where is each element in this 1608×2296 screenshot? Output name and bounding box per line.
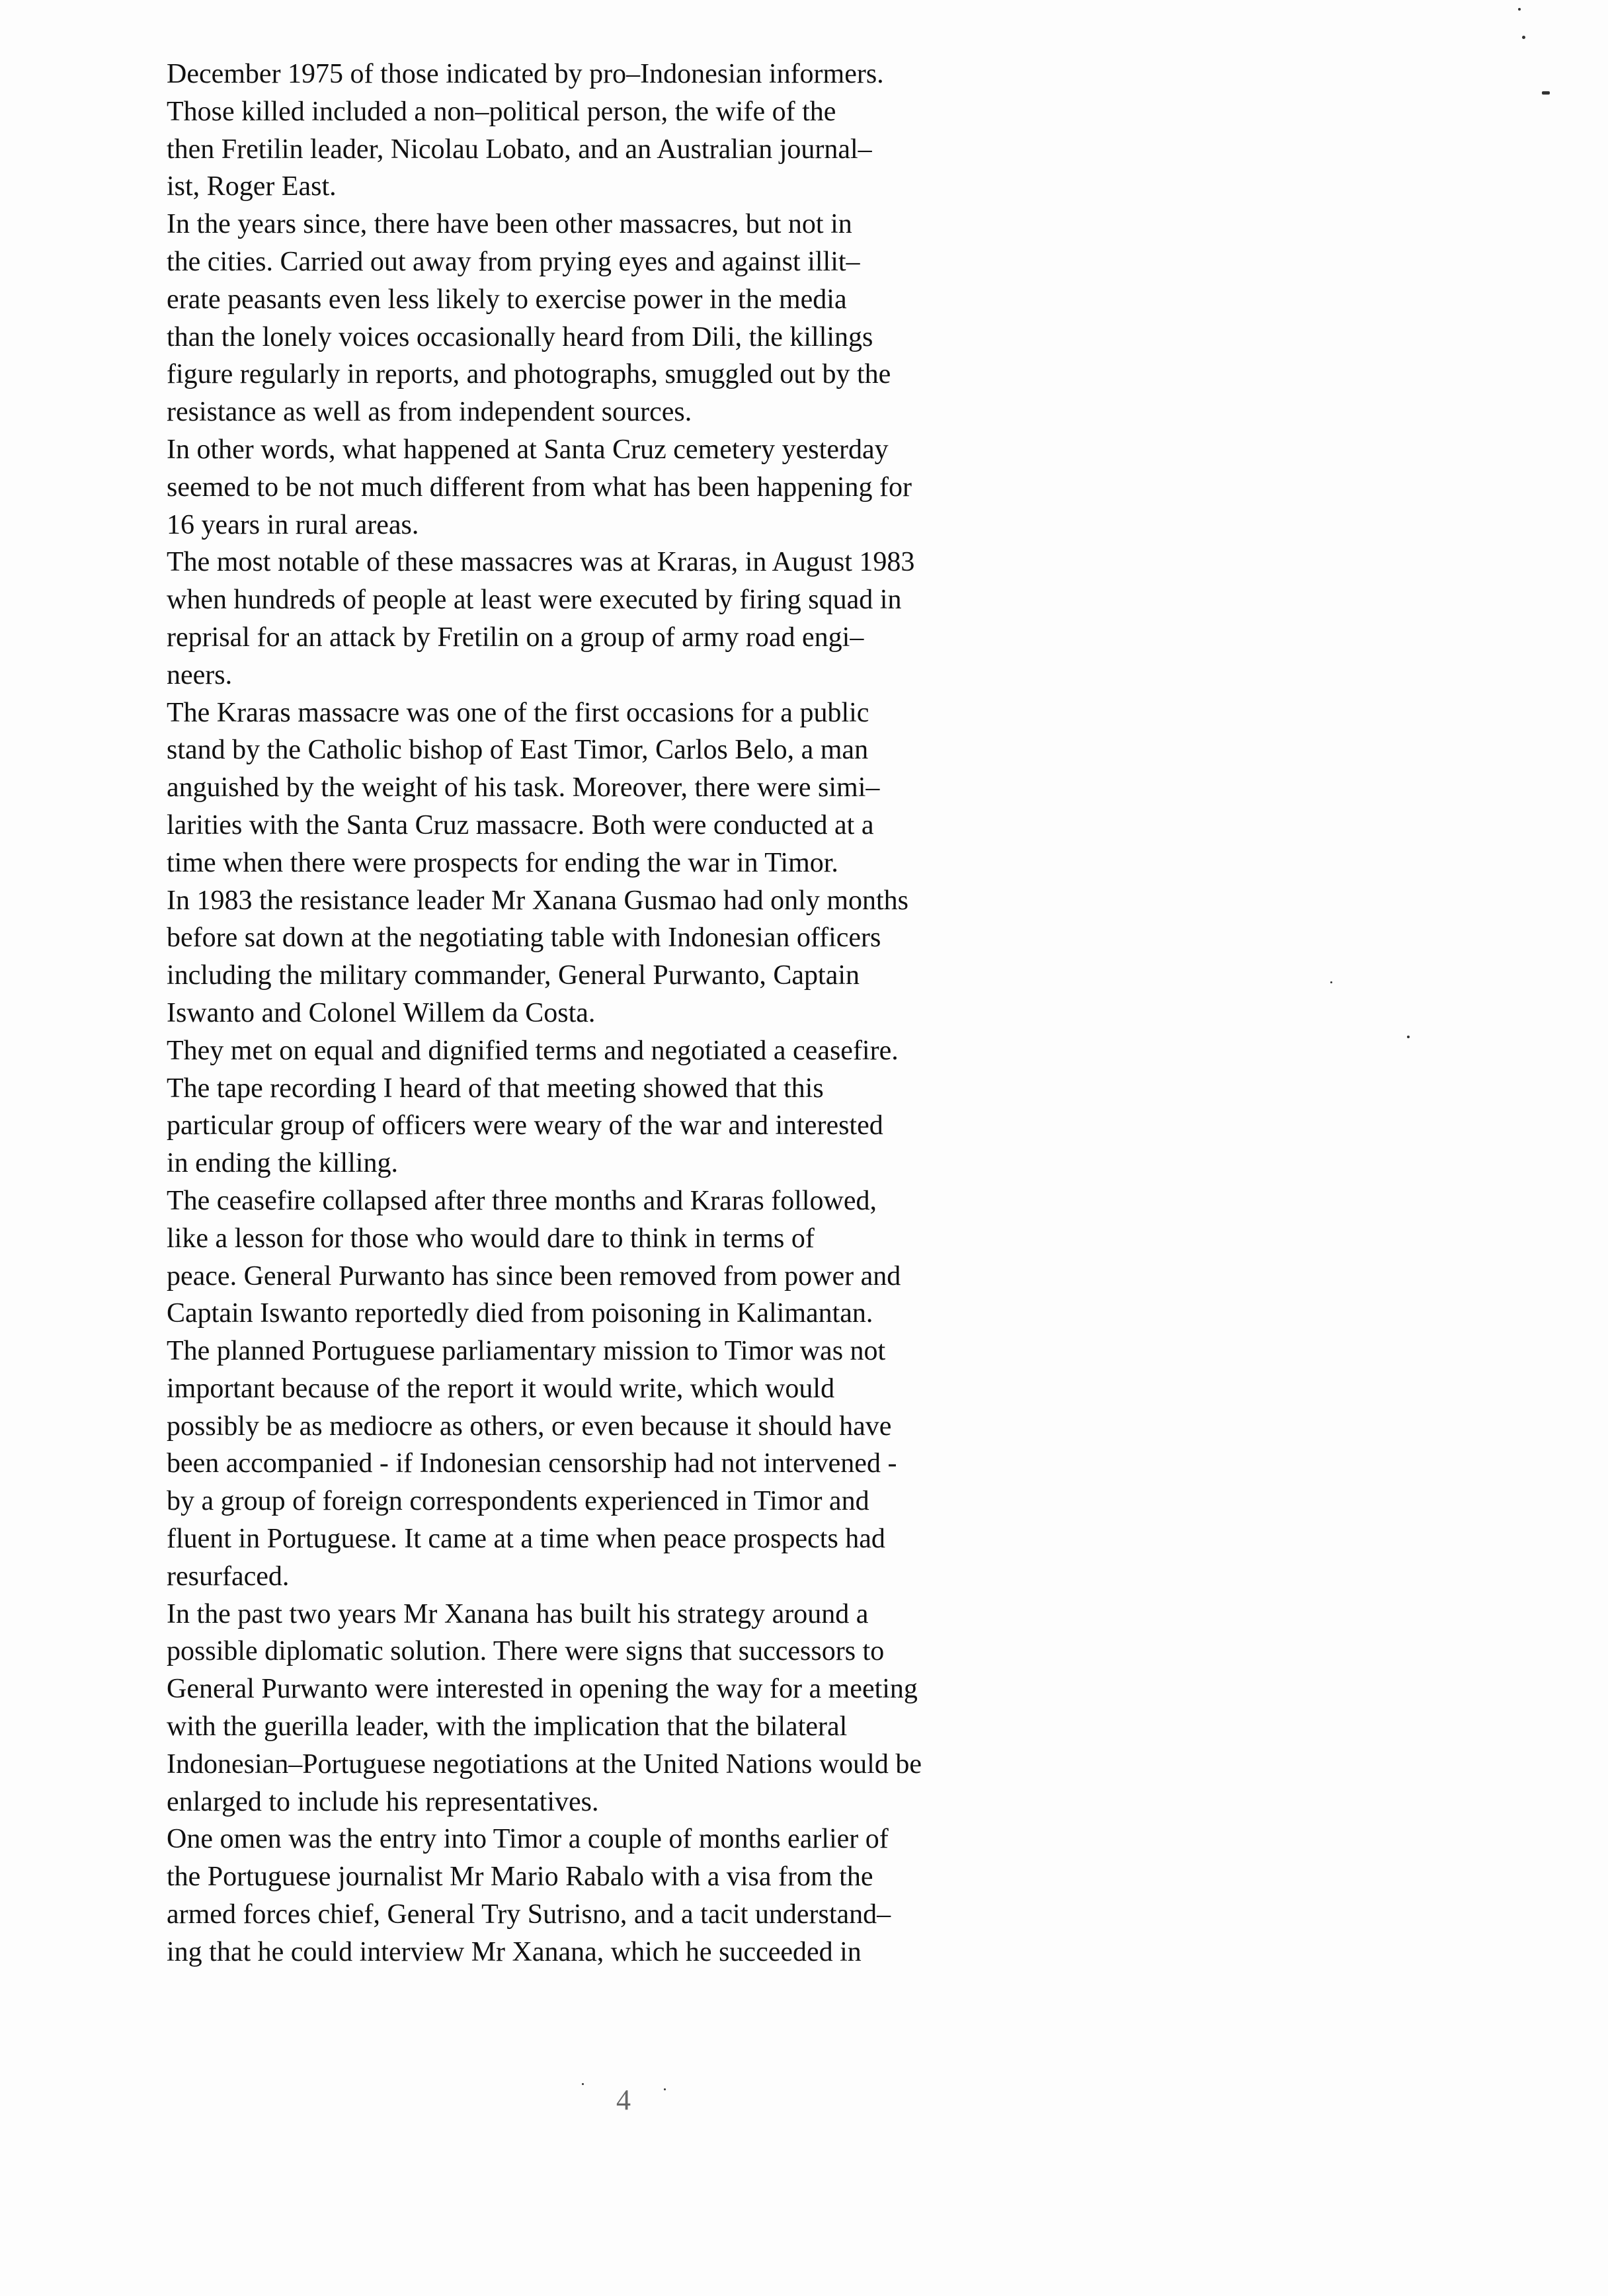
text-line: reprisal for an attack by Fretilin on a group of army road engi– — [167, 622, 864, 653]
scan-speck — [1522, 36, 1525, 39]
text-line: In the past two years Mr Xanana has built his strategy around a — [167, 1598, 869, 1629]
text-line: the Portuguese journalist Mr Mario Rabalo with a visa from the — [167, 1862, 873, 1893]
text-line: when hundreds of people at least were executed by firing squad in — [167, 585, 902, 616]
text-line: been accompanied - if Indonesian censorship had not intervened - — [167, 1448, 897, 1479]
text-line: like a lesson for those who would dare to think in terms of — [167, 1223, 815, 1254]
text-line: possible diplomatic solution. There were signs that successors to — [167, 1636, 885, 1667]
text-line: the cities. Carried out away from prying eyes and against illit– — [167, 246, 860, 277]
text-line: stand by the Catholic bishop of East Timor, Carlos Belo, a man — [167, 735, 869, 766]
text-line: figure regularly in reports, and photographs, smuggled out by the — [167, 359, 891, 390]
scan-speck — [664, 2088, 666, 2090]
text-line: armed forces chief, General Try Sutrisno, and a tacit understand– — [167, 1899, 891, 1930]
text-line: possibly be as mediocre as others, or even because it should have — [167, 1411, 892, 1442]
text-line: by a group of foreign correspondents experienced in Timor and — [167, 1486, 869, 1517]
text-line: In other words, what happened at Santa Cruz cemetery yesterday — [167, 434, 889, 465]
text-line: Indonesian–Portuguese negotiations at the United Nations would be — [167, 1748, 922, 1780]
text-line: resistance as well as from independent sources. — [167, 397, 692, 428]
text-line: peace. General Purwanto has since been removed from power and — [167, 1260, 901, 1292]
text-line: before sat down at the negotiating table with Indonesian officers — [167, 922, 881, 954]
text-line: December 1975 of those indicated by pro–Indonesian informers. — [167, 59, 884, 89]
scan-speck — [1407, 1036, 1410, 1038]
text-line: in ending the killing. — [167, 1148, 398, 1179]
text-line: anguished by the weight of his task. Moreover, there were simi– — [167, 772, 880, 803]
text-line: ist, Roger East. — [167, 171, 337, 202]
text-line: They met on equal and dignified terms and negotiated a ceasefire. — [167, 1035, 899, 1066]
text-line: In 1983 the resistance leader Mr Xanana Gusmao had only months — [167, 885, 909, 916]
text-line: Captain Iswanto reportedly died from poisoning in Kalimantan. — [167, 1298, 873, 1329]
text-line: In the years since, there have been other massacres, but not in — [167, 209, 852, 240]
scan-speck — [1518, 8, 1521, 11]
text-line: time when there were prospects for ending the war in Timor. — [167, 847, 838, 878]
text-line: erate peasants even less likely to exercise power in the media — [167, 284, 847, 315]
text-line: seemed to be not much different from what has been happening for — [167, 472, 912, 503]
text-line: The planned Portuguese parliamentary mission to Timor was not — [167, 1336, 886, 1367]
scan-speck — [1542, 91, 1550, 95]
text-line: ing that he could interview Mr Xanana, which he succeeded in — [167, 1936, 862, 1967]
text-line: including the military commander, General Purwanto, Captain — [167, 960, 860, 991]
text-line: General Purwanto were interested in opening the way for a meeting — [167, 1674, 918, 1705]
text-line: than the lonely voices occasionally heard from Dili, the killings — [167, 321, 873, 352]
text-line: One omen was the entry into Timor a couple of months earlier of — [167, 1824, 889, 1855]
text-line: The tape recording I heard of that meeting showed that this — [167, 1073, 824, 1104]
text-line: The ceasefire collapsed after three months and Kraras followed, — [167, 1185, 877, 1216]
text-line: with the guerilla leader, with the implication that the bilateral — [167, 1711, 848, 1742]
text-line: Those killed included a non–political person, the wife of the — [167, 96, 836, 127]
scan-speck — [582, 2083, 584, 2085]
text-line: The Kraras massacre was one of the first occasions for a public — [167, 697, 869, 728]
text-line: The most notable of these massacres was at Kraras, in August 1983 — [167, 547, 915, 578]
text-line: Iswanto and Colonel Willem da Costa. — [167, 997, 596, 1028]
text-line: neers. — [167, 659, 233, 690]
page-number: 4 — [616, 2084, 631, 2116]
text-line: particular group of officers were weary of the war and interested — [167, 1110, 883, 1141]
text-line: resurfaced. — [167, 1561, 290, 1592]
text-line: 16 years in rural areas. — [167, 509, 419, 540]
text-line: fluent in Portuguese. It came at a time when peace prospects had — [167, 1524, 885, 1555]
scan-speck — [1330, 981, 1332, 983]
text-line: enlarged to include his representatives. — [167, 1786, 599, 1817]
text-line: larities with the Santa Cruz massacre. Both were conducted at a — [167, 809, 874, 840]
text-line: then Fretilin leader, Nicolau Lobato, and an Australian journal– — [167, 134, 872, 165]
text-line: important because of the report it would write, which would — [167, 1373, 835, 1404]
body-text — [167, 56, 1132, 1971]
